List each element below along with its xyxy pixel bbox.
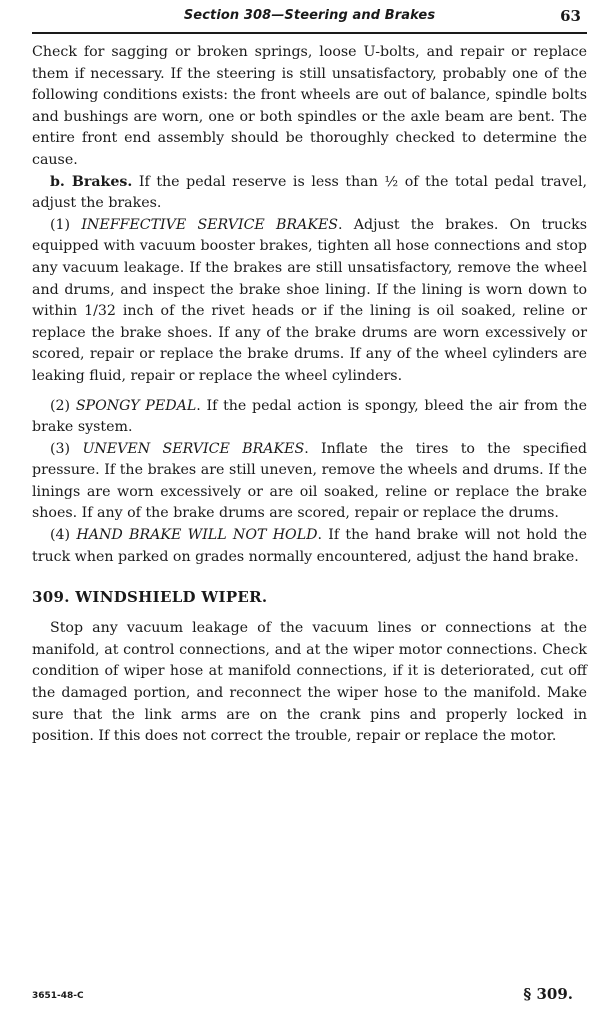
item-1-number: (1)	[50, 216, 82, 233]
item-4-text: . If the hand brake will not hold the truck when parked on grades normally encountered, adjust the hand brake.	[32, 527, 588, 565]
brakes-text: If the pedal reserve is less than ½ of the total pedal travel, adjust the brakes.	[32, 173, 588, 212]
page-number: 63	[560, 7, 581, 25]
footer-section-ref: § 309.	[523, 985, 573, 1003]
paragraph-item-2	[32, 396, 587, 439]
item-2-title: SPONGY PEDAL	[75, 397, 197, 414]
item-3-text: . Inflate the tires to the specified pressure. If the brakes are still uneven, remove the wheels and drums. If the linings are worn excessively or are oil soaked, reline or replace the brake shoes. If any of the brake drums are scored, repair or replace the drums.	[32, 440, 588, 522]
page-header	[32, 6, 587, 34]
paragraph-brakes	[32, 172, 587, 215]
page-body	[32, 42, 587, 748]
paragraph-steering-check: Check for sagging or broken springs, loose U-bolts, and repair or replace them if necessary. If the steering is still unsatisfactory, probably one of the following conditions exists: the front wheels are out of balance, spindle bolts and bushings are worn, one or both spindles or the axle beam are bent. The entire front end assembly should be thoroughly checked to determine the cause.	[32, 44, 587, 168]
section-title: Section 308—Steering and Brakes	[183, 8, 436, 23]
paragraph-windshield-wiper: Stop any vacuum leakage of the vacuum lines or connections at the manifold, at control connections, and at the wiper motor connections. Check condition of wiper hose at manifold connections, if it is deteriorated, cut off the damaged portion, and reconnect the wiper hose to the manifold. Make sure that the link arms are on the crank pins and properly locked in position. If this does not correct the trouble, repair or replace the motor.	[32, 620, 587, 745]
paragraph-item-4	[32, 525, 587, 568]
item-4-title: HAND BRAKE WILL NOT HOLD	[76, 527, 318, 544]
item-3-number: (3)	[50, 440, 83, 457]
paragraph-item-1	[32, 215, 587, 388]
item-1-text: . Adjust the brakes. On trucks equipped with vacuum booster brakes, tighten all hose connections and stop any vacuum leakage. If the brakes are still unsatisfactory, remove the wheel and drums, and inspect the brake shoe lining. If the lining is worn down to within 1/32 inch of the rivet heads or if the lining is oil soaked, reline or replace the brake shoes. If any of the brake drums are worn excessively or scored, repair or replace the brake drums. If any of the wheel cylinders are leaking fluid, repair or replace the wheel cylinders.	[32, 216, 587, 384]
item-2-text: . If the pedal action is spongy, bleed the air from the brake system.	[32, 397, 588, 436]
item-4-number: (4)	[50, 527, 77, 544]
item-3-title: UNEVEN SERVICE BRAKES	[82, 440, 305, 457]
paragraph-item-3	[32, 439, 587, 525]
brakes-label: b. Brakes.	[50, 173, 133, 190]
footer-code: 3651-48-C	[32, 991, 84, 1001]
item-1-title: INEFFECTIVE SERVICE BRAKES	[81, 216, 339, 233]
item-2-number: (2)	[50, 397, 76, 414]
section-309-heading: 309. WINDSHIELD WIPER.	[32, 588, 268, 607]
